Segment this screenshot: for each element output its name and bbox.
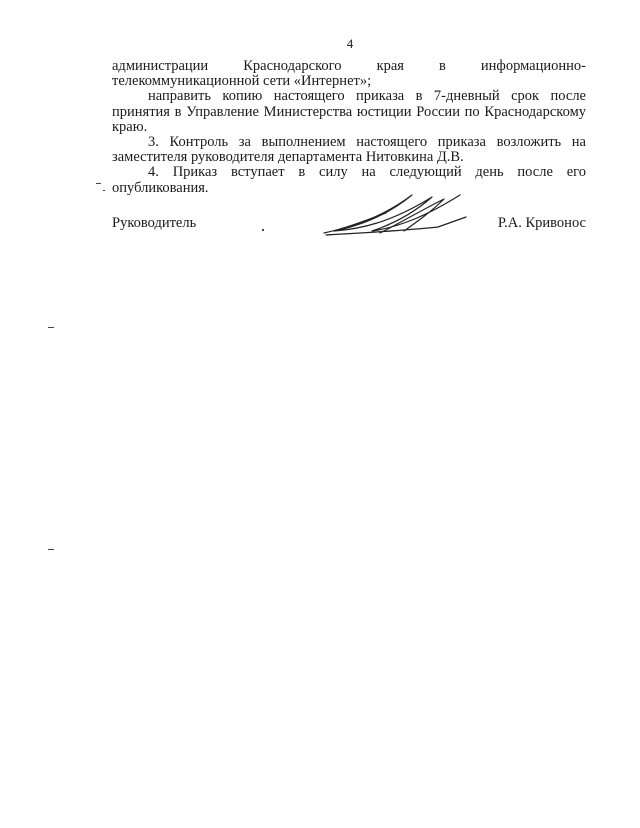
paragraph-control: 3. Контроль за выполнением настоящего приказа возложить на заместителя руководителя департамента Нитовкина Д.В. — [112, 134, 586, 166]
scan-speck — [48, 327, 54, 328]
signer-title: Руководитель — [112, 215, 197, 231]
paragraph-effective-date: 4. Приказ вступает в силу на следующий день после его опубликования. — [112, 164, 586, 196]
scan-speck — [103, 190, 105, 191]
page-number: 4 — [346, 36, 354, 51]
document-body — [112, 59, 586, 196]
scan-speck — [96, 183, 101, 184]
scan-speck — [262, 229, 264, 231]
scan-speck — [48, 549, 54, 550]
handwritten-signature — [320, 189, 470, 237]
paragraph-continuation: администрации Краснодарского края в информационно-телекоммуникационной сети «Интернет»; — [112, 58, 586, 90]
signer-name: Р.А. Кривонос — [497, 215, 586, 231]
paragraph-copy-instruction: направить копию настоящего приказа в 7-дневный срок после принятия в Управление Министерства юстиции России по Краснодарскому краю. — [112, 88, 586, 135]
signature-block — [112, 215, 586, 255]
